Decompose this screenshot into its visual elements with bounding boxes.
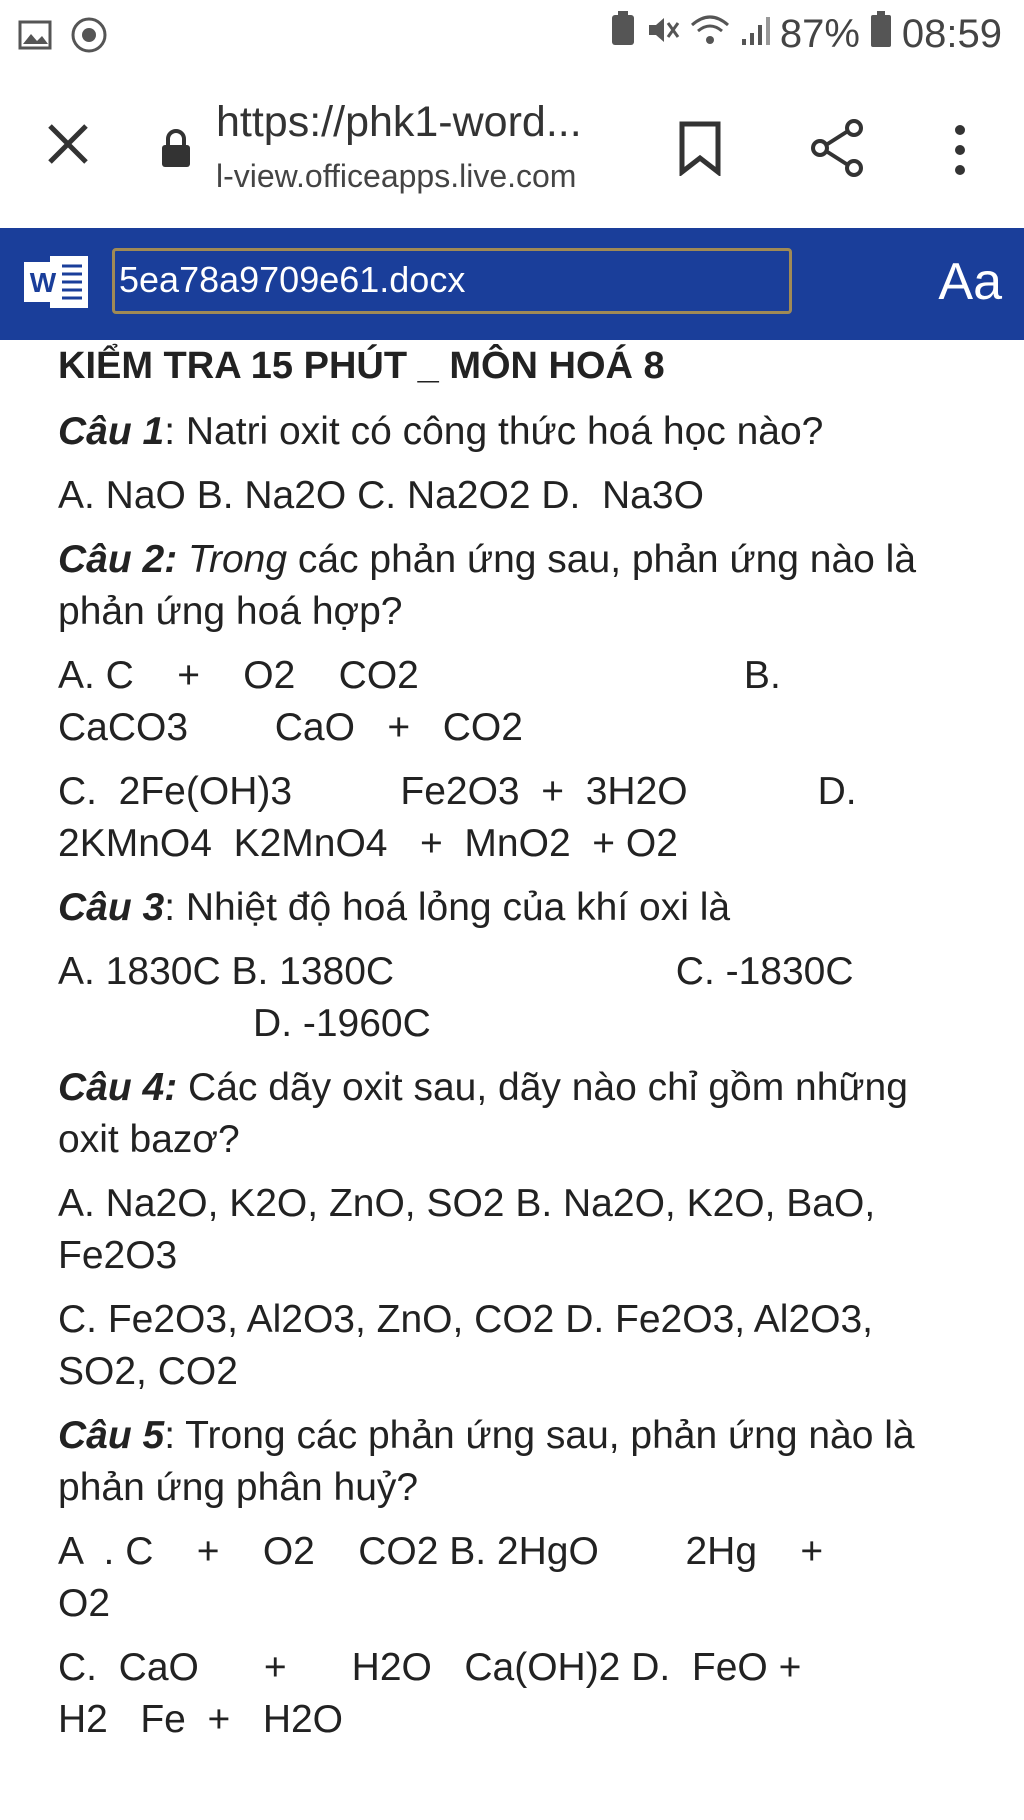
lock-icon [160, 128, 192, 173]
document-body [58, 340, 958, 1758]
question-label: Câu 2: [58, 538, 178, 581]
url-text[interactable]: https://phk1-word... [216, 98, 582, 146]
question-5-cd-line1: C. CaO + H2O Ca(OH)2 D. FeO + [58, 1646, 802, 1689]
svg-text:W: W [29, 267, 57, 298]
status-bar [0, 0, 1024, 76]
battery-percent: 87% [779, 11, 860, 56]
shield-app-icon [70, 16, 108, 59]
question-5-cd-line2: H2 Fe + H2O [58, 1698, 344, 1741]
question-label: Câu 4: [58, 1066, 178, 1109]
question-1: Câu 1: Natri oxit có công thức hoá học nào? [58, 410, 824, 453]
battery-icon [870, 10, 892, 58]
question-2: Câu 2: Trong các phản ứng sau, phản ứng nào là phản ứng hoá hợp? [58, 538, 917, 633]
question-label: Câu 1 [58, 410, 165, 453]
question-2-cd-line2: 2KMnO4 K2MnO4 + MnO2 + O2 [58, 822, 678, 865]
signal-icon [740, 12, 770, 57]
question-2-cd-line1: C. 2Fe(OH)3 Fe2O3 + 3H2O D. [58, 770, 857, 813]
wifi-icon [690, 12, 730, 57]
question-5-ab-line1: A . C + O2 CO2 B. 2HgO 2Hg + [58, 1530, 824, 1573]
question-3-line1: A. 1830C B. 1380C C. -1830C [58, 950, 854, 993]
bookmark-icon[interactable] [678, 120, 722, 181]
battery-saver-icon [610, 11, 636, 57]
question-5-ab-line2: O2 [58, 1582, 111, 1625]
question-4: Câu 4: Các dãy oxit sau, dãy nào chỉ gồm những oxit bazơ? [58, 1066, 908, 1161]
word-toolbar [0, 228, 1024, 340]
share-icon[interactable] [808, 118, 868, 183]
question-2-ab-line2: CaCO3 CaO + CO2 [58, 706, 523, 749]
url-domain[interactable]: l-view.officeapps.live.com [216, 158, 577, 194]
word-logo-icon [24, 250, 90, 319]
font-size-button[interactable]: Aa [938, 253, 1002, 311]
more-options-icon[interactable] [950, 122, 970, 183]
question-4-cd: C. Fe2O3, Al2O3, ZnO, CO2 D. Fe2O3, Al2O3, SO2, CO2 [58, 1298, 874, 1393]
browser-toolbar [0, 76, 1024, 228]
mute-icon [646, 12, 680, 57]
gallery-icon [18, 20, 52, 55]
question-5: Câu 5: Trong các phản ứng sau, phản ứng nào là phản ứng phân huỷ? [58, 1414, 915, 1509]
close-icon[interactable] [44, 120, 92, 168]
question-2-ab-line1: A. C + O2 CO2 B. [58, 654, 781, 697]
question-3: Câu 3: Nhiệt độ hoá lỏng của khí oxi là [58, 886, 731, 929]
question-label: Câu 3 [58, 886, 165, 929]
filename-field[interactable]: 5ea78a9709e61.docx [112, 248, 792, 314]
question-1-answers: A. NaO B. Na2O C. Na2O2 D. Na3O [58, 474, 704, 517]
question-4-ab: A. Na2O, K2O, ZnO, SO2 B. Na2O, K2O, BaO, Fe2O3 [58, 1182, 876, 1277]
question-label: Câu 5 [58, 1414, 165, 1457]
question-3-line2: D. -1960C [58, 1002, 431, 1045]
document-title: KIỂM TRA 15 PHÚT _ MÔN HOÁ 8 [58, 345, 665, 387]
clock: 08:59 [901, 11, 1002, 56]
